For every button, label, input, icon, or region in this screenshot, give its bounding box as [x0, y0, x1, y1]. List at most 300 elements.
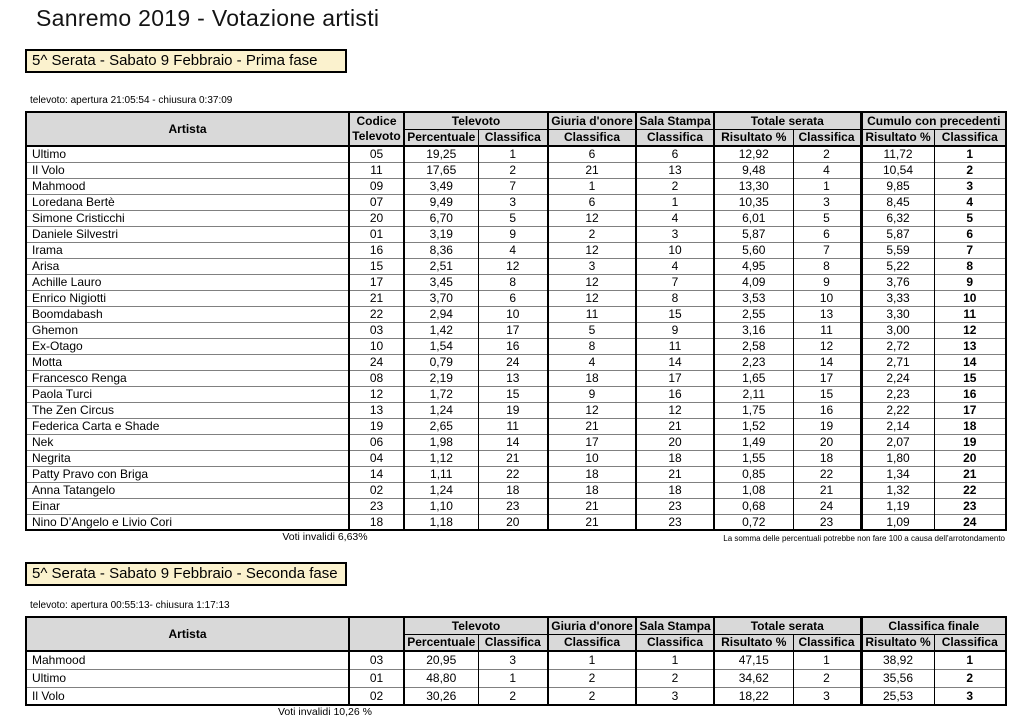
value-cell: 16: [793, 402, 861, 418]
value-cell: 0,79: [404, 354, 478, 370]
table-row: [26, 354, 1006, 370]
value-cell: 23: [478, 498, 548, 514]
artist-cell: Simone Cristicchi: [26, 210, 349, 226]
value-cell: 11,72: [861, 146, 934, 162]
artist-cell: Loredana Bertè: [26, 194, 349, 210]
table-row: [26, 370, 1006, 386]
value-cell: 15: [349, 258, 404, 274]
value-cell: 12: [548, 402, 636, 418]
value-cell: 1,08: [714, 482, 793, 498]
value-cell: 2: [548, 669, 636, 687]
value-cell: 8: [934, 258, 1006, 274]
value-cell: 3,76: [861, 274, 934, 290]
group-header-cumulo-precedenti: Cumulo con precedenti: [861, 112, 1006, 129]
value-cell: 34,62: [714, 669, 793, 687]
value-cell: 1,52: [714, 418, 793, 434]
value-cell: 2: [548, 687, 636, 705]
table-row: [26, 242, 1006, 258]
value-cell: 21: [478, 450, 548, 466]
column-header-codice-televoto: [349, 112, 404, 146]
value-cell: 06: [349, 434, 404, 450]
artist-cell: Patty Pravo con Briga: [26, 466, 349, 482]
codice-header-line1: Codice: [356, 114, 397, 128]
value-cell: 24: [478, 354, 548, 370]
value-cell: 16: [478, 338, 548, 354]
value-cell: 08: [349, 370, 404, 386]
value-cell: 12: [349, 386, 404, 402]
value-cell: 18: [478, 482, 548, 498]
value-cell: 2,23: [861, 386, 934, 402]
artist-cell: Ghemon: [26, 322, 349, 338]
codice-header-line2: Televoto: [352, 129, 401, 143]
value-cell: 9,49: [404, 194, 478, 210]
value-cell: 3: [793, 687, 861, 705]
value-cell: 15: [478, 386, 548, 402]
value-cell: 9: [934, 274, 1006, 290]
table-row: [26, 194, 1006, 210]
group-header-classifica-finale: Classifica finale: [861, 617, 1006, 634]
column-header-risultato: Risultato %: [861, 129, 934, 146]
value-cell: 20: [349, 210, 404, 226]
column-header-classifica: Classifica: [636, 634, 714, 651]
column-header-artista: Artista: [26, 617, 349, 651]
value-cell: 4,09: [714, 274, 793, 290]
artist-cell: Anna Tatangelo: [26, 482, 349, 498]
value-cell: 3: [793, 194, 861, 210]
value-cell: 5: [793, 210, 861, 226]
value-cell: 6: [636, 146, 714, 162]
value-cell: 1,12: [404, 450, 478, 466]
value-cell: 3,19: [404, 226, 478, 242]
table-row: [26, 178, 1006, 194]
value-cell: 2,72: [861, 338, 934, 354]
value-cell: 2: [793, 146, 861, 162]
value-cell: 10: [548, 450, 636, 466]
group-header-giuria-donore: Giuria d'onore: [548, 112, 636, 129]
value-cell: 20: [934, 450, 1006, 466]
value-cell: 14: [478, 434, 548, 450]
value-cell: 2,07: [861, 434, 934, 450]
value-cell: 7: [636, 274, 714, 290]
value-cell: 17: [934, 402, 1006, 418]
artist-cell: Ex-Otago: [26, 338, 349, 354]
value-cell: 18: [636, 482, 714, 498]
value-cell: 8: [636, 290, 714, 306]
value-cell: 6: [548, 146, 636, 162]
phase1-banner: 5^ Serata - Sabato 9 Febbraio - Prima fase: [25, 49, 347, 73]
table-row: [26, 434, 1006, 450]
value-cell: 18,22: [714, 687, 793, 705]
value-cell: 14: [793, 354, 861, 370]
phase1-table-header: [26, 112, 1006, 146]
column-header-risultato: Risultato %: [714, 634, 793, 651]
table-row: [26, 482, 1006, 498]
column-header-classifica: Classifica: [934, 634, 1006, 651]
value-cell: 17: [548, 434, 636, 450]
value-cell: 1,98: [404, 434, 478, 450]
value-cell: 1,24: [404, 402, 478, 418]
value-cell: 24: [934, 514, 1006, 530]
value-cell: 10,35: [714, 194, 793, 210]
table-row: [26, 306, 1006, 322]
value-cell: 9: [548, 386, 636, 402]
artist-cell: Paola Turci: [26, 386, 349, 402]
value-cell: 5: [548, 322, 636, 338]
table-row: [26, 322, 1006, 338]
value-cell: 18: [548, 482, 636, 498]
artist-cell: Il Volo: [26, 162, 349, 178]
artist-cell: Ultimo: [26, 669, 349, 687]
value-cell: 5: [478, 210, 548, 226]
value-cell: 3: [636, 226, 714, 242]
artist-cell: The Zen Circus: [26, 402, 349, 418]
value-cell: 3,70: [404, 290, 478, 306]
value-cell: 17: [478, 322, 548, 338]
value-cell: 14: [934, 354, 1006, 370]
value-cell: 35,56: [861, 669, 934, 687]
value-cell: 24: [793, 498, 861, 514]
value-cell: 21: [548, 418, 636, 434]
value-cell: 1: [636, 651, 714, 669]
value-cell: 1,42: [404, 322, 478, 338]
value-cell: 13: [478, 370, 548, 386]
value-cell: 19: [349, 418, 404, 434]
value-cell: 2: [636, 669, 714, 687]
value-cell: 17: [636, 370, 714, 386]
value-cell: 5,60: [714, 242, 793, 258]
value-cell: 1,54: [404, 338, 478, 354]
value-cell: 2,11: [714, 386, 793, 402]
value-cell: 2,22: [861, 402, 934, 418]
value-cell: 3,49: [404, 178, 478, 194]
value-cell: 15: [793, 386, 861, 402]
value-cell: 13: [934, 338, 1006, 354]
value-cell: 3,16: [714, 322, 793, 338]
value-cell: 3: [548, 258, 636, 274]
value-cell: 2,58: [714, 338, 793, 354]
value-cell: 1: [636, 194, 714, 210]
value-cell: 19,25: [404, 146, 478, 162]
value-cell: 1,24: [404, 482, 478, 498]
value-cell: 11: [934, 306, 1006, 322]
value-cell: 12: [548, 290, 636, 306]
value-cell: 10: [478, 306, 548, 322]
value-cell: 19: [934, 434, 1006, 450]
value-cell: 20: [636, 434, 714, 450]
artist-cell: Nek: [26, 434, 349, 450]
value-cell: 7: [793, 242, 861, 258]
value-cell: 3,30: [861, 306, 934, 322]
value-cell: 1: [793, 651, 861, 669]
value-cell: 38,92: [861, 651, 934, 669]
value-cell: 4: [548, 354, 636, 370]
value-cell: 2,94: [404, 306, 478, 322]
column-header-classifica: Classifica: [793, 634, 861, 651]
column-header-classifica: Classifica: [548, 634, 636, 651]
value-cell: 21: [548, 498, 636, 514]
value-cell: 16: [636, 386, 714, 402]
value-cell: 2: [548, 226, 636, 242]
value-cell: 18: [934, 418, 1006, 434]
value-cell: 8: [793, 258, 861, 274]
value-cell: 3,33: [861, 290, 934, 306]
table-row: [26, 258, 1006, 274]
table-row: [26, 162, 1006, 178]
value-cell: 07: [349, 194, 404, 210]
value-cell: 18: [548, 466, 636, 482]
value-cell: 0,72: [714, 514, 793, 530]
value-cell: 1,09: [861, 514, 934, 530]
value-cell: 21: [548, 514, 636, 530]
value-cell: 12: [478, 258, 548, 274]
column-header-percentuale: Percentuale: [404, 129, 478, 146]
value-cell: 2: [793, 669, 861, 687]
value-cell: 4: [793, 162, 861, 178]
artist-cell: Il Volo: [26, 687, 349, 705]
artist-cell: Enrico Nigiotti: [26, 290, 349, 306]
value-cell: 25,53: [861, 687, 934, 705]
value-cell: 20: [793, 434, 861, 450]
value-cell: 2,71: [861, 354, 934, 370]
table-row: [26, 418, 1006, 434]
value-cell: 2,51: [404, 258, 478, 274]
value-cell: 12: [934, 322, 1006, 338]
value-cell: 22: [478, 466, 548, 482]
artist-cell: Einar: [26, 498, 349, 514]
value-cell: 21: [636, 418, 714, 434]
value-cell: 3: [478, 651, 548, 669]
value-cell: 23: [636, 498, 714, 514]
value-cell: 2: [478, 162, 548, 178]
value-cell: 4: [478, 242, 548, 258]
value-cell: 1,18: [404, 514, 478, 530]
value-cell: 5,59: [861, 242, 934, 258]
value-cell: 23: [636, 514, 714, 530]
artist-cell: Mahmood: [26, 651, 349, 669]
value-cell: 2,14: [861, 418, 934, 434]
column-header-risultato: Risultato %: [861, 634, 934, 651]
table-row: [26, 514, 1006, 530]
table-row: [26, 402, 1006, 418]
value-cell: 8: [478, 274, 548, 290]
value-cell: 03: [349, 651, 404, 669]
value-cell: 12: [793, 338, 861, 354]
artist-cell: Ultimo: [26, 146, 349, 162]
value-cell: 11: [636, 338, 714, 354]
value-cell: 4: [636, 210, 714, 226]
value-cell: 3,00: [861, 322, 934, 338]
value-cell: 1,32: [861, 482, 934, 498]
phase2-results-table: [25, 616, 1007, 706]
value-cell: 17: [793, 370, 861, 386]
phase2-banner: 5^ Serata - Sabato 9 Febbraio - Seconda fase: [25, 562, 347, 586]
group-header-sala-stampa: Sala Stampa: [636, 112, 714, 129]
table-row: [26, 290, 1006, 306]
value-cell: 19: [478, 402, 548, 418]
value-cell: 14: [349, 466, 404, 482]
value-cell: 6,32: [861, 210, 934, 226]
value-cell: 09: [349, 178, 404, 194]
table-row: [26, 338, 1006, 354]
rounding-disclaimer: La somma delle percentuali potrebbe non fare 100 a causa dell'arrotondamento: [723, 534, 1005, 543]
value-cell: 8,36: [404, 242, 478, 258]
value-cell: 23: [349, 498, 404, 514]
value-cell: 1,10: [404, 498, 478, 514]
value-cell: 7: [478, 178, 548, 194]
phase2-table-header: [26, 617, 1006, 651]
group-header-giuria-donore: Giuria d'onore: [548, 617, 636, 634]
table-row: [26, 450, 1006, 466]
value-cell: 1,11: [404, 466, 478, 482]
artist-cell: Federica Carta e Shade: [26, 418, 349, 434]
value-cell: 03: [349, 322, 404, 338]
value-cell: 4: [934, 194, 1006, 210]
value-cell: 20: [478, 514, 548, 530]
value-cell: 1: [478, 669, 548, 687]
value-cell: 10: [934, 290, 1006, 306]
phase1-results-table: [25, 111, 1007, 531]
value-cell: 02: [349, 482, 404, 498]
value-cell: 24: [349, 354, 404, 370]
value-cell: 1: [934, 651, 1006, 669]
phase1-invalid-votes: Voti invalidi 6,63%: [282, 531, 368, 543]
value-cell: 4: [636, 258, 714, 274]
value-cell: 21: [349, 290, 404, 306]
value-cell: 12: [636, 402, 714, 418]
value-cell: 9: [793, 274, 861, 290]
column-header-artista: Artista: [26, 112, 349, 146]
value-cell: 21: [793, 482, 861, 498]
artist-cell: Daniele Silvestri: [26, 226, 349, 242]
table-row: [26, 651, 1006, 669]
value-cell: 04: [349, 450, 404, 466]
table-row: [26, 669, 1006, 687]
artist-cell: Achille Lauro: [26, 274, 349, 290]
value-cell: 3,53: [714, 290, 793, 306]
value-cell: 47,15: [714, 651, 793, 669]
table-row: [26, 226, 1006, 242]
value-cell: 11: [478, 418, 548, 434]
value-cell: 11: [793, 322, 861, 338]
group-header-televoto: Televoto: [404, 617, 548, 634]
value-cell: 19: [793, 418, 861, 434]
value-cell: 17,65: [404, 162, 478, 178]
value-cell: 12: [548, 210, 636, 226]
value-cell: 6,01: [714, 210, 793, 226]
phase1-table-body: [26, 146, 1006, 530]
phase2-televoto-note: televoto: apertura 00:55:13- chiusura 1:17:13: [30, 600, 230, 611]
value-cell: 18: [349, 514, 404, 530]
group-header-televoto: Televoto: [404, 112, 548, 129]
value-cell: 18: [636, 450, 714, 466]
value-cell: 21: [636, 466, 714, 482]
value-cell: 1: [793, 178, 861, 194]
column-header-risultato: Risultato %: [714, 129, 793, 146]
value-cell: 5,22: [861, 258, 934, 274]
value-cell: 16: [349, 242, 404, 258]
value-cell: 2: [934, 669, 1006, 687]
value-cell: 9: [636, 322, 714, 338]
group-header-totale-serata: Totale serata: [714, 112, 861, 129]
column-header-classifica: Classifica: [548, 129, 636, 146]
value-cell: 01: [349, 669, 404, 687]
value-cell: 22: [349, 306, 404, 322]
artist-cell: Arisa: [26, 258, 349, 274]
value-cell: 01: [349, 226, 404, 242]
value-cell: 12: [548, 242, 636, 258]
value-cell: 05: [349, 146, 404, 162]
value-cell: 1,72: [404, 386, 478, 402]
artist-cell: Francesco Renga: [26, 370, 349, 386]
group-header-sala-stampa: Sala Stampa: [636, 617, 714, 634]
value-cell: 11: [349, 162, 404, 178]
column-header-classifica: Classifica: [793, 129, 861, 146]
value-cell: 18: [548, 370, 636, 386]
table-row: [26, 466, 1006, 482]
table-row: [26, 687, 1006, 705]
value-cell: 2,65: [404, 418, 478, 434]
value-cell: 30,26: [404, 687, 478, 705]
value-cell: 21: [548, 162, 636, 178]
value-cell: 18: [793, 450, 861, 466]
value-cell: 5,87: [714, 226, 793, 242]
value-cell: 10,54: [861, 162, 934, 178]
value-cell: 12,92: [714, 146, 793, 162]
value-cell: 2: [636, 178, 714, 194]
artist-cell: Boomdabash: [26, 306, 349, 322]
column-header-classifica: Classifica: [478, 634, 548, 651]
column-header-classifica: Classifica: [934, 129, 1006, 146]
value-cell: 2,19: [404, 370, 478, 386]
value-cell: 23: [934, 498, 1006, 514]
value-cell: 1,65: [714, 370, 793, 386]
artist-cell: Nino D’Angelo e Livio Cori: [26, 514, 349, 530]
artist-cell: Negrita: [26, 450, 349, 466]
artist-cell: Irama: [26, 242, 349, 258]
value-cell: 9,85: [861, 178, 934, 194]
value-cell: 0,68: [714, 498, 793, 514]
value-cell: 1,34: [861, 466, 934, 482]
value-cell: 1,49: [714, 434, 793, 450]
value-cell: 8,45: [861, 194, 934, 210]
value-cell: 10: [793, 290, 861, 306]
value-cell: 2,24: [861, 370, 934, 386]
value-cell: 10: [636, 242, 714, 258]
value-cell: 3,45: [404, 274, 478, 290]
value-cell: 21: [934, 466, 1006, 482]
value-cell: 6: [934, 226, 1006, 242]
page-title: Sanremo 2019 - Votazione artisti: [36, 5, 380, 31]
value-cell: 1: [478, 146, 548, 162]
value-cell: 17: [349, 274, 404, 290]
column-header-percentuale: Percentuale: [404, 634, 478, 651]
value-cell: 6,70: [404, 210, 478, 226]
table-row: [26, 498, 1006, 514]
table-row: [26, 210, 1006, 226]
value-cell: 2: [934, 162, 1006, 178]
value-cell: 4,95: [714, 258, 793, 274]
value-cell: 22: [793, 466, 861, 482]
value-cell: 23: [793, 514, 861, 530]
value-cell: 6: [478, 290, 548, 306]
value-cell: 02: [349, 687, 404, 705]
artist-cell: Mahmood: [26, 178, 349, 194]
value-cell: 5: [934, 210, 1006, 226]
column-header-codice-empty: [349, 617, 404, 651]
value-cell: 13: [793, 306, 861, 322]
value-cell: 8: [548, 338, 636, 354]
value-cell: 11: [548, 306, 636, 322]
